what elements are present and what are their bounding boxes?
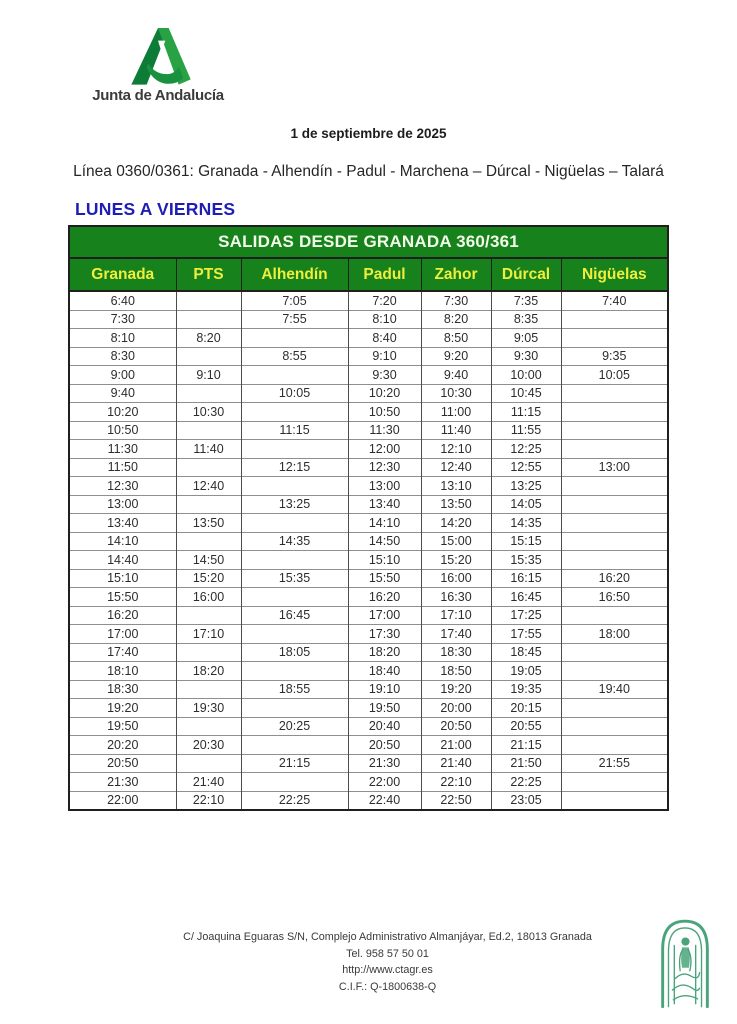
time-cell: 7:55 xyxy=(241,310,348,329)
time-cell: 9:05 xyxy=(491,329,561,348)
table-row xyxy=(69,532,668,551)
time-cell: 17:00 xyxy=(69,625,176,644)
time-cell: 20:30 xyxy=(176,736,241,755)
time-cell: 15:10 xyxy=(348,551,421,570)
time-cell: 19:50 xyxy=(69,717,176,736)
time-cell xyxy=(176,495,241,514)
time-cell: 8:40 xyxy=(348,329,421,348)
time-cell: 21:15 xyxy=(241,754,348,773)
time-cell: 22:10 xyxy=(421,773,491,792)
time-cell: 17:10 xyxy=(421,606,491,625)
column-header: Granada xyxy=(69,258,176,291)
time-cell: 21:30 xyxy=(348,754,421,773)
time-cell: 13:25 xyxy=(241,495,348,514)
time-cell xyxy=(241,662,348,681)
footer xyxy=(60,929,715,995)
time-cell xyxy=(176,532,241,551)
time-cell: 22:25 xyxy=(241,791,348,810)
time-cell: 22:00 xyxy=(69,791,176,810)
time-cell: 15:50 xyxy=(348,569,421,588)
time-cell: 12:30 xyxy=(69,477,176,496)
time-cell: 16:20 xyxy=(561,569,668,588)
time-cell xyxy=(176,310,241,329)
time-cell: 10:30 xyxy=(176,403,241,422)
table-row xyxy=(69,291,668,310)
time-cell: 20:55 xyxy=(491,717,561,736)
junta-logo-text: Junta de Andalucía xyxy=(92,87,224,104)
time-cell xyxy=(176,291,241,310)
time-cell: 15:35 xyxy=(491,551,561,570)
column-header: Zahor xyxy=(421,258,491,291)
time-cell: 22:10 xyxy=(176,791,241,810)
time-cell: 8:20 xyxy=(421,310,491,329)
time-cell: 17:30 xyxy=(348,625,421,644)
table-row xyxy=(69,551,668,570)
time-cell: 7:40 xyxy=(561,291,668,310)
table-row xyxy=(69,680,668,699)
time-cell: 17:25 xyxy=(491,606,561,625)
time-cell xyxy=(561,736,668,755)
time-cell: 10:50 xyxy=(348,403,421,422)
time-cell: 16:15 xyxy=(491,569,561,588)
time-cell: 13:25 xyxy=(491,477,561,496)
time-cell: 18:45 xyxy=(491,643,561,662)
table-row xyxy=(69,662,668,681)
time-cell: 19:40 xyxy=(561,680,668,699)
time-cell xyxy=(561,643,668,662)
time-cell: 7:30 xyxy=(69,310,176,329)
time-cell: 9:00 xyxy=(69,366,176,385)
time-cell: 9:10 xyxy=(348,347,421,366)
time-cell: 10:50 xyxy=(69,421,176,440)
time-cell xyxy=(176,347,241,366)
time-cell: 15:50 xyxy=(69,588,176,607)
time-cell: 12:55 xyxy=(491,458,561,477)
time-cell: 18:05 xyxy=(241,643,348,662)
time-cell: 14:05 xyxy=(491,495,561,514)
time-cell: 8:20 xyxy=(176,329,241,348)
time-cell xyxy=(176,680,241,699)
time-cell: 20:50 xyxy=(69,754,176,773)
time-cell xyxy=(241,699,348,718)
footer-phone: Tel. 958 57 50 01 xyxy=(346,947,429,960)
time-cell: 10:05 xyxy=(561,366,668,385)
table-row xyxy=(69,514,668,533)
line-title: Línea 0360/0361: Granada - Alhendín - Padul - Marchena – Dúrcal - Nigüelas – Talará xyxy=(73,163,664,180)
time-cell xyxy=(241,477,348,496)
time-cell: 12:25 xyxy=(491,440,561,459)
schedule-label: LUNES A VIERNES xyxy=(75,199,236,219)
time-cell xyxy=(561,532,668,551)
time-cell xyxy=(176,643,241,662)
junta-a-icon xyxy=(120,26,196,86)
time-cell: 22:40 xyxy=(348,791,421,810)
table-row xyxy=(69,773,668,792)
time-cell: 19:10 xyxy=(348,680,421,699)
time-cell: 18:30 xyxy=(421,643,491,662)
time-cell: 11:40 xyxy=(176,440,241,459)
time-cell xyxy=(561,514,668,533)
time-cell xyxy=(241,736,348,755)
time-cell: 14:10 xyxy=(348,514,421,533)
time-cell: 17:55 xyxy=(491,625,561,644)
time-cell xyxy=(561,310,668,329)
time-cell: 15:20 xyxy=(421,551,491,570)
time-cell: 11:30 xyxy=(348,421,421,440)
time-cell xyxy=(241,440,348,459)
table-title: SALIDAS DESDE GRANADA 360/361 xyxy=(69,226,668,258)
time-cell xyxy=(561,440,668,459)
time-cell: 11:00 xyxy=(421,403,491,422)
time-cell xyxy=(241,329,348,348)
time-cell xyxy=(561,477,668,496)
table-row xyxy=(69,403,668,422)
table-row xyxy=(69,717,668,736)
time-cell: 11:30 xyxy=(69,440,176,459)
time-cell: 15:00 xyxy=(421,532,491,551)
time-cell: 10:30 xyxy=(421,384,491,403)
time-cell xyxy=(561,791,668,810)
time-cell: 22:25 xyxy=(491,773,561,792)
table-row xyxy=(69,754,668,773)
time-cell xyxy=(176,421,241,440)
time-cell: 15:15 xyxy=(491,532,561,551)
table-row xyxy=(69,458,668,477)
time-cell: 11:55 xyxy=(491,421,561,440)
time-cell: 10:05 xyxy=(241,384,348,403)
time-cell: 21:30 xyxy=(69,773,176,792)
column-header: PTS xyxy=(176,258,241,291)
time-cell: 15:35 xyxy=(241,569,348,588)
time-cell xyxy=(176,458,241,477)
column-header-row xyxy=(69,258,668,291)
table-row xyxy=(69,366,668,385)
time-cell: 12:00 xyxy=(348,440,421,459)
time-cell: 16:20 xyxy=(69,606,176,625)
table-row xyxy=(69,384,668,403)
time-cell: 14:35 xyxy=(491,514,561,533)
time-cell: 20:25 xyxy=(241,717,348,736)
time-cell: 8:50 xyxy=(421,329,491,348)
time-cell xyxy=(241,514,348,533)
time-cell: 13:50 xyxy=(421,495,491,514)
time-cell: 14:35 xyxy=(241,532,348,551)
time-cell: 23:05 xyxy=(491,791,561,810)
time-cell: 16:20 xyxy=(348,588,421,607)
time-cell: 8:30 xyxy=(69,347,176,366)
time-cell: 16:00 xyxy=(176,588,241,607)
time-cell: 20:50 xyxy=(348,736,421,755)
timetable xyxy=(68,225,669,811)
column-header: Alhendín xyxy=(241,258,348,291)
time-cell: 10:00 xyxy=(491,366,561,385)
table-row xyxy=(69,495,668,514)
footer-website: http://www.ctagr.es xyxy=(342,964,433,976)
time-cell xyxy=(241,625,348,644)
cta-granada-emblem-icon xyxy=(651,912,719,1010)
table-row xyxy=(69,606,668,625)
time-cell: 13:50 xyxy=(176,514,241,533)
time-cell: 14:50 xyxy=(176,551,241,570)
time-cell: 10:20 xyxy=(348,384,421,403)
time-cell xyxy=(176,384,241,403)
time-cell: 20:50 xyxy=(421,717,491,736)
time-cell: 9:40 xyxy=(421,366,491,385)
table-row xyxy=(69,477,668,496)
document-date: 1 de septiembre de 2025 xyxy=(290,126,447,141)
time-cell: 16:45 xyxy=(491,588,561,607)
table-row xyxy=(69,643,668,662)
time-cell: 11:40 xyxy=(421,421,491,440)
time-cell: 22:50 xyxy=(421,791,491,810)
time-cell: 20:20 xyxy=(69,736,176,755)
time-cell xyxy=(176,717,241,736)
time-cell: 7:05 xyxy=(241,291,348,310)
time-cell: 21:40 xyxy=(421,754,491,773)
time-cell xyxy=(176,606,241,625)
time-cell: 9:10 xyxy=(176,366,241,385)
time-cell: 12:10 xyxy=(421,440,491,459)
time-cell: 8:10 xyxy=(348,310,421,329)
time-cell: 19:35 xyxy=(491,680,561,699)
time-cell: 18:55 xyxy=(241,680,348,699)
time-cell: 8:35 xyxy=(491,310,561,329)
time-cell: 18:10 xyxy=(69,662,176,681)
time-cell: 9:30 xyxy=(491,347,561,366)
time-cell: 20:15 xyxy=(491,699,561,718)
table-row xyxy=(69,347,668,366)
time-cell: 8:10 xyxy=(69,329,176,348)
time-cell: 12:30 xyxy=(348,458,421,477)
time-cell xyxy=(241,773,348,792)
time-cell xyxy=(241,551,348,570)
time-cell: 22:00 xyxy=(348,773,421,792)
time-cell: 18:30 xyxy=(69,680,176,699)
time-cell: 18:40 xyxy=(348,662,421,681)
time-cell: 9:40 xyxy=(69,384,176,403)
time-cell xyxy=(561,606,668,625)
time-cell: 18:00 xyxy=(561,625,668,644)
time-cell: 7:35 xyxy=(491,291,561,310)
time-cell: 16:45 xyxy=(241,606,348,625)
time-cell: 7:30 xyxy=(421,291,491,310)
time-cell: 18:20 xyxy=(176,662,241,681)
time-cell xyxy=(241,403,348,422)
time-cell: 15:10 xyxy=(69,569,176,588)
time-cell: 12:40 xyxy=(176,477,241,496)
time-cell: 21:40 xyxy=(176,773,241,792)
time-cell: 10:45 xyxy=(491,384,561,403)
footer-address: C/ Joaquina Eguaras S/N, Complejo Administrativo Almanjáyar, Ed.2, 18013 Granada xyxy=(183,931,592,943)
time-cell: 21:15 xyxy=(491,736,561,755)
time-cell xyxy=(561,699,668,718)
time-cell: 9:30 xyxy=(348,366,421,385)
time-cell xyxy=(241,366,348,385)
time-cell: 18:50 xyxy=(421,662,491,681)
table-row xyxy=(69,791,668,810)
table-row xyxy=(69,421,668,440)
time-cell: 11:50 xyxy=(69,458,176,477)
time-cell xyxy=(561,551,668,570)
time-cell xyxy=(561,495,668,514)
time-cell: 19:20 xyxy=(69,699,176,718)
time-cell: 11:15 xyxy=(241,421,348,440)
time-cell xyxy=(176,754,241,773)
time-cell xyxy=(561,403,668,422)
time-cell: 19:20 xyxy=(421,680,491,699)
time-cell: 14:10 xyxy=(69,532,176,551)
time-cell: 19:50 xyxy=(348,699,421,718)
table-row xyxy=(69,736,668,755)
time-cell: 21:50 xyxy=(491,754,561,773)
time-cell: 14:20 xyxy=(421,514,491,533)
column-header: Dúrcal xyxy=(491,258,561,291)
time-cell: 17:40 xyxy=(69,643,176,662)
time-cell: 13:40 xyxy=(348,495,421,514)
time-cell: 15:20 xyxy=(176,569,241,588)
table-row xyxy=(69,310,668,329)
table-row xyxy=(69,625,668,644)
time-cell: 19:05 xyxy=(491,662,561,681)
time-cell: 20:00 xyxy=(421,699,491,718)
time-cell: 17:10 xyxy=(176,625,241,644)
time-cell: 14:50 xyxy=(348,532,421,551)
time-cell: 17:40 xyxy=(421,625,491,644)
time-cell: 19:30 xyxy=(176,699,241,718)
time-cell: 16:30 xyxy=(421,588,491,607)
table-title-row xyxy=(69,226,668,258)
table-row xyxy=(69,588,668,607)
time-cell: 18:20 xyxy=(348,643,421,662)
time-cell: 11:15 xyxy=(491,403,561,422)
time-cell: 12:40 xyxy=(421,458,491,477)
time-cell xyxy=(561,717,668,736)
time-cell: 8:55 xyxy=(241,347,348,366)
junta-logo xyxy=(92,26,224,104)
time-cell: 14:40 xyxy=(69,551,176,570)
time-cell: 13:00 xyxy=(561,458,668,477)
table-row xyxy=(69,569,668,588)
time-cell xyxy=(561,662,668,681)
time-cell xyxy=(241,588,348,607)
time-cell: 10:20 xyxy=(69,403,176,422)
time-cell: 16:00 xyxy=(421,569,491,588)
time-cell: 13:40 xyxy=(69,514,176,533)
table-row xyxy=(69,440,668,459)
time-cell xyxy=(561,773,668,792)
time-cell: 21:55 xyxy=(561,754,668,773)
time-cell: 13:00 xyxy=(348,477,421,496)
time-cell: 21:00 xyxy=(421,736,491,755)
table-row xyxy=(69,329,668,348)
time-cell xyxy=(561,384,668,403)
time-cell: 9:35 xyxy=(561,347,668,366)
table-row xyxy=(69,699,668,718)
time-cell: 12:15 xyxy=(241,458,348,477)
column-header: Nigüelas xyxy=(561,258,668,291)
time-cell: 13:10 xyxy=(421,477,491,496)
time-cell xyxy=(561,329,668,348)
time-cell: 9:20 xyxy=(421,347,491,366)
footer-cif: C.I.F.: Q-1800638-Q xyxy=(338,980,437,993)
column-header: Padul xyxy=(348,258,421,291)
time-cell: 13:00 xyxy=(69,495,176,514)
time-cell: 7:20 xyxy=(348,291,421,310)
time-cell: 20:40 xyxy=(348,717,421,736)
time-cell: 6:40 xyxy=(69,291,176,310)
time-cell: 17:00 xyxy=(348,606,421,625)
time-cell xyxy=(561,421,668,440)
time-cell: 16:50 xyxy=(561,588,668,607)
